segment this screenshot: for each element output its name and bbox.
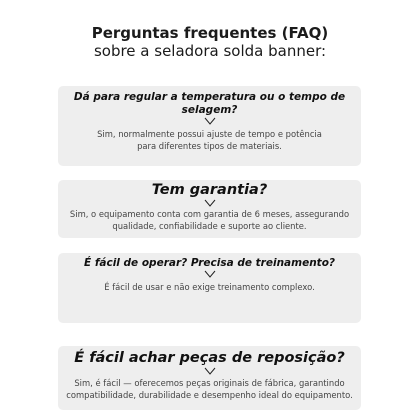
faq-item-operation[interactable] [58, 253, 361, 323]
faq-answer-line: qualidade, confiabilidade e suporte ao cliente. [112, 220, 307, 231]
faq-answer-line: Sim, é fácil — oferecemos peças originais de fábrica, garantindo [74, 378, 345, 388]
chevron-down-icon[interactable] [204, 270, 216, 278]
faq-header [0, 24, 420, 61]
chevron-down-icon[interactable] [204, 367, 216, 375]
faq-item-warranty[interactable] [58, 180, 361, 238]
faq-item-temperature[interactable] [58, 86, 361, 166]
faq-question[interactable]: É fácil de operar? Precisa de treinamento? [83, 257, 335, 269]
chevron-down-icon[interactable] [204, 199, 216, 207]
faq-answer-line: compatibilidade, durabilidade e desempenho ideal do equipamento. [66, 389, 353, 400]
page-subtitle: sobre a seladora solda banner: [93, 42, 327, 60]
faq-answer-line: Sim, normalmente possui ajuste de tempo e potência [97, 129, 322, 139]
faq-question[interactable]: Tem garantia? [151, 182, 268, 198]
faq-answer-line: Sim, o equipamento conta com garantia de 6 meses, assegurando [69, 209, 350, 219]
faq-answer-line: para diferentes tipos de materiais. [137, 140, 282, 151]
chevron-down-icon[interactable] [204, 117, 216, 125]
faq-item-spare-parts[interactable] [58, 346, 361, 410]
page-title: Perguntas frequentes (FAQ) [91, 24, 329, 42]
faq-question[interactable]: Dá para regular a temperatura ou o tempo de selagem? [73, 91, 346, 116]
faq-question[interactable]: É fácil achar peças de reposição? [74, 350, 345, 366]
faq-answer-line: É fácil de usar e não exige treinamento complexo. [104, 282, 315, 292]
